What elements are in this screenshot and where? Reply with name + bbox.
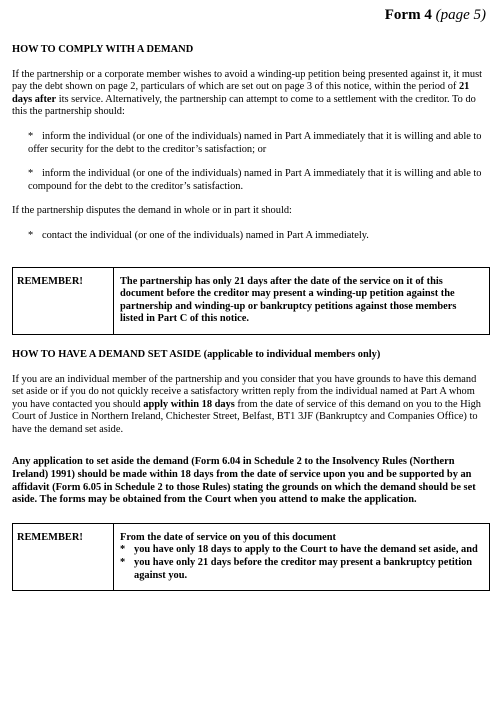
application-paragraph: Any application to set aside the demand (Form 6.04 in Schedule 2 to the Insolvency Rules (Northern Ireland) 1991) should be made within 18 days from the date of service upon you and be supported by an affidavit (Form 6.05 in Schedule 2 to those Rules) stating the grounds on which the demand should be set aside. The forms may be obtained from the Court when you attend to make the application. bbox=[12, 456, 476, 506]
bullet-compound-debt: * inform the individual (or one of the individuals) named in Part A immediately that it is willing and able to compound for the debt to the creditor’s satisfaction. bbox=[28, 168, 482, 192]
apply-deadline: apply within 18 days bbox=[143, 398, 235, 410]
remember-text: The partnership has only 21 days after the date of the service on it of this document before the creditor may present a winding-up petition against the partnership and winding-up or bankruptcy petitions against those members listed in Part C of this notice. bbox=[120, 275, 457, 325]
comply-heading: HOW TO COMPLY WITH A DEMAND bbox=[12, 44, 194, 55]
remember-box-partnership bbox=[12, 267, 490, 335]
bullet-contact-individual: * contact the individual (or one of the individuals) named in Part A immediately. bbox=[28, 229, 369, 241]
comply-paragraph: If the partnership or a corporate member wishes to avoid a winding-up petition being presented against it, it must pay the debt shown on page 2, particulars of which are set out on page 3 of this notice, within the period of 21 days after its service. Alternatively, the partnership can attempt to come to a settlement with the creditor. To do this the partnership should: bbox=[12, 68, 483, 118]
remember-point-21-days: * you have only 21 days before the creditor may present a bankruptcy petition against you. bbox=[120, 557, 473, 581]
bullet-offer-security: * inform the individual (or one of the individuals) named in Part A immediately that it is willing and able to offer security for the debt to the creditor’s satisfaction; or bbox=[28, 130, 482, 155]
remember-label: REMEMBER! bbox=[13, 524, 114, 590]
remember-points bbox=[114, 524, 489, 590]
form-label: Form 4 bbox=[384, 7, 432, 23]
form-page-header bbox=[385, 6, 486, 24]
remember-point-18-days: * you have only 18 days to apply to the Court to have the demand set aside, and bbox=[120, 544, 478, 556]
remember-label: REMEMBER! bbox=[13, 268, 114, 334]
document-body bbox=[12, 44, 488, 591]
dispute-paragraph: If the partnership disputes the demand in whole or in part it should: bbox=[12, 205, 292, 217]
remember-box-individual bbox=[12, 523, 490, 591]
remember-intro: From the date of service on you of this document bbox=[120, 531, 336, 543]
comply-deadline: 21 days after bbox=[12, 81, 470, 105]
set-aside-heading: HOW TO HAVE A DEMAND SET ASIDE (applicable to individual members only) bbox=[12, 348, 381, 360]
page-label: (page 5) bbox=[435, 7, 486, 23]
set-aside-paragraph: If you are an individual member of the partnership and you consider that you have grounds to have this demand set aside or if you do not quickly receive a satisfactory written reply from the individual named at Part A whom you have contacted you should apply within 18 days from the date of service of this demand on you to the High Court of Justice in Northern Ireland, Chichester Street, Belfast, BT1 3JF (Bankruptcy and Companies Office) to have the demand set aside. bbox=[12, 373, 481, 435]
